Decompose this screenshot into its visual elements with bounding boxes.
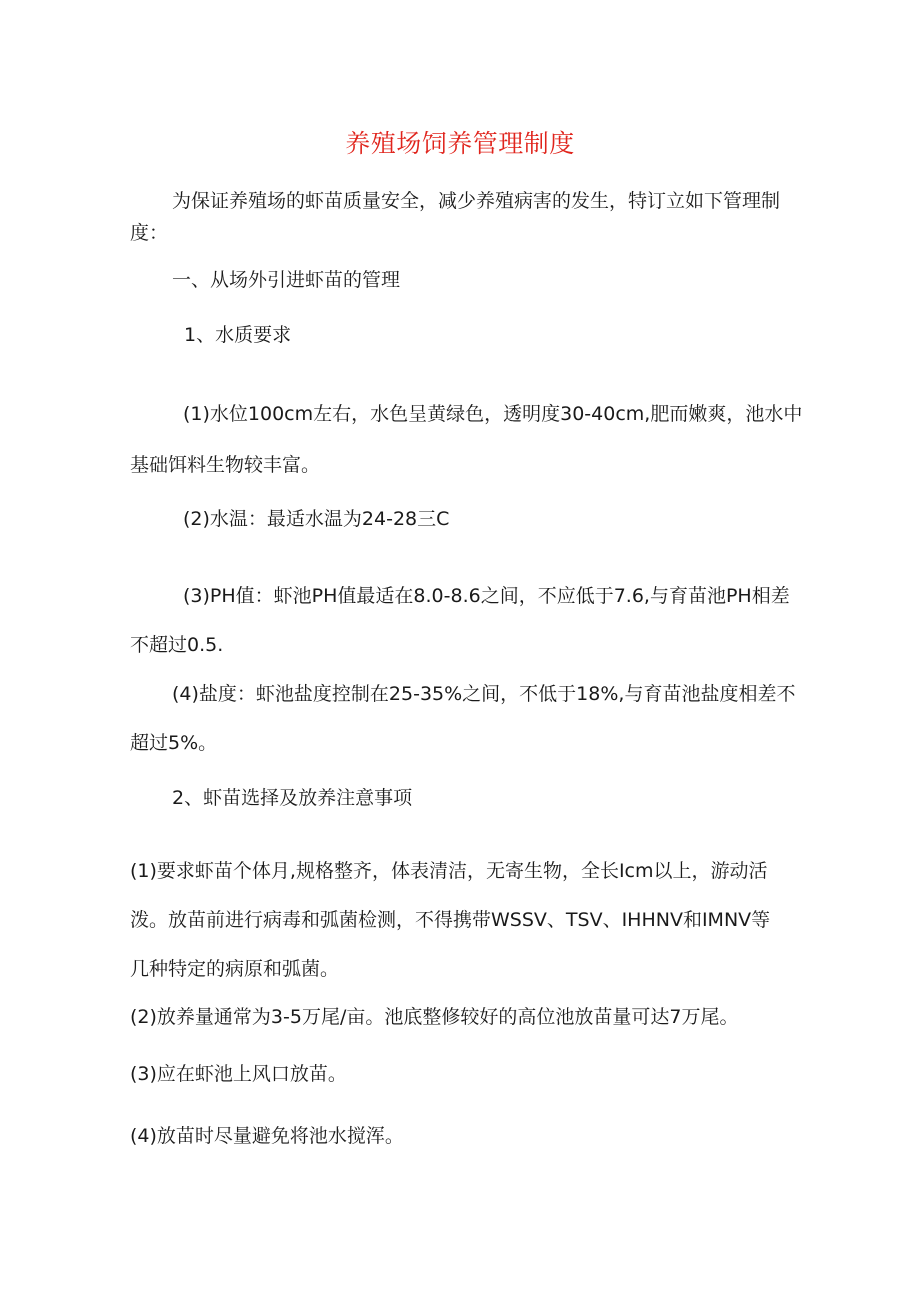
salinity-line-2: 超过5%。 (130, 732, 218, 754)
fry-requirement-line-2: 泼。放苗前进行病毒和弧菌检测，不得携带WSSV、TSV、IHHNV和IMNV等 (130, 909, 771, 931)
water-level-line-2: 基础饵料生物较丰富。 (130, 454, 321, 476)
fry-requirement-line-3: 几种特定的病原和弧菌。 (130, 958, 340, 980)
intro-paragraph-line-2: 度： (130, 222, 169, 244)
ph-value-line-1: (3)PH值：虾池PH值最适在8.0-8.6之间，不应低于7.6,与育苗池PH相差 (183, 585, 790, 607)
water-level-line-1: (1)水位100cm左右，水色呈黄绿色，透明度30-40cm,肥而嫩爽，池水中 (183, 403, 803, 425)
ph-value-line-2: 不超过0.5. (130, 634, 224, 656)
section-1-heading: 一、从场外引进虾苗的管理 (172, 269, 401, 291)
stocking-density-item: (2)放养量通常为3-5万尾/亩。池底整修较好的高位池放苗量可达7万尾。 (130, 1006, 739, 1028)
release-caution-item: (4)放苗时尽量避免将池水搅浑。 (130, 1125, 404, 1147)
salinity-line-1: (4)盐度：虾池盐度控制在25-35%之间，不低于18%,与育苗池盐度相差不 (172, 683, 796, 705)
subsection-2-heading: 2、虾苗选择及放养注意事项 (172, 787, 413, 809)
fry-requirement-line-1: (1)要求虾苗个体月,规格整齐，体表清洁，无寄生物，全长Icm以上，游动活 (130, 860, 768, 882)
intro-paragraph-line-1: 为保证养殖场的虾苗质量安全，减少养殖病害的发生，特订立如下管理制 (172, 190, 781, 212)
document-title: 养殖场饲养管理制度 (345, 129, 575, 158)
water-temperature-item: (2)水温：最适水温为24-28三C (183, 508, 450, 530)
subsection-1-heading: 1、水质要求 (184, 324, 292, 346)
release-position-item: (3)应在虾池上风口放苗。 (130, 1063, 347, 1085)
